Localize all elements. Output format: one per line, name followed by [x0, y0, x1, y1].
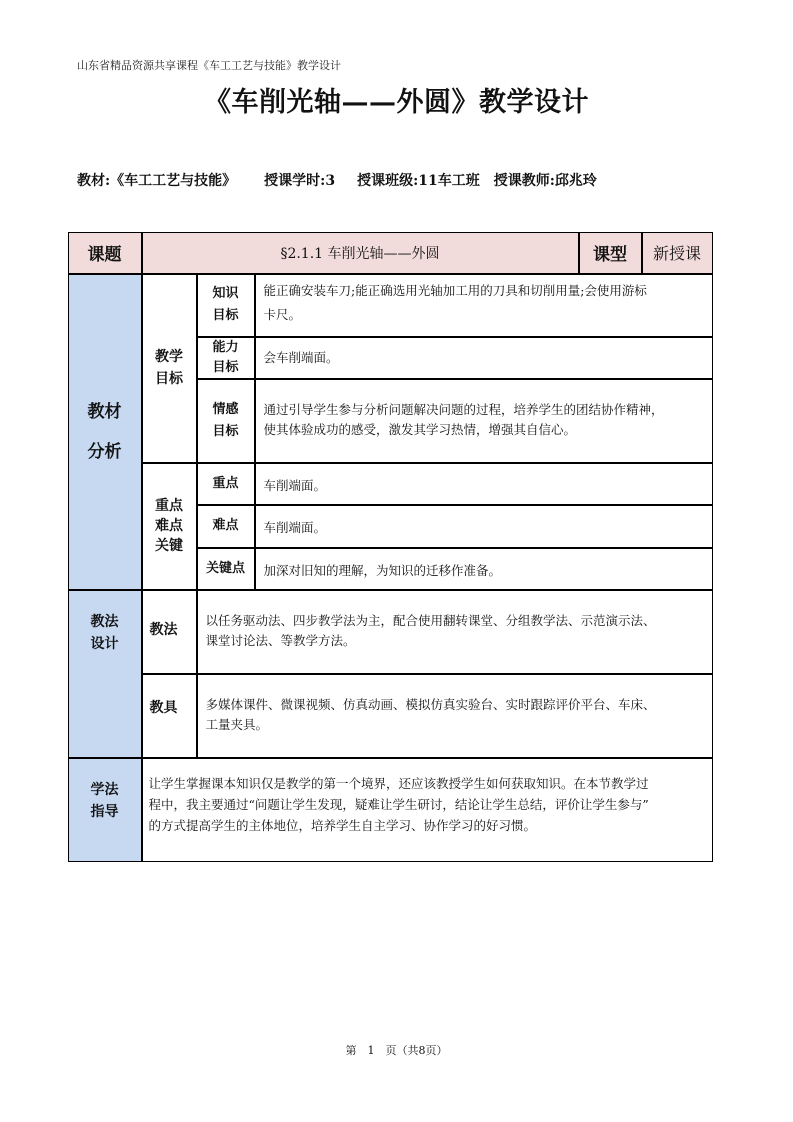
ability-goal-label-line1: 能力 — [212, 339, 239, 355]
running-header: 山东省精品资源共享课程《车工工艺与技能》教学设计 — [77, 59, 341, 72]
emotion-goal-label-line2: 目标 — [212, 423, 239, 439]
study-guidance-text-line2: 程中，我主要通过“问题让学生发现，疑难让学生研讨，结论让学生总结，评价让学生参与” — [148, 796, 649, 812]
topic-value: §2.1.1 车削光轴——外圆 — [142, 232, 579, 274]
knowledge-goal-label-line2: 目标 — [212, 308, 239, 323]
key-points-group-label-line3: 关键 — [155, 538, 183, 554]
meta-class: 授课班级:11车工班 — [357, 173, 480, 189]
teaching-tools-label: 教具 — [142, 674, 197, 758]
method-design-label-line1: 教法 — [90, 613, 119, 630]
teaching-goals-label — [142, 274, 197, 463]
lesson-plan-table — [68, 232, 713, 862]
ability-goal-text: 会车削端面。 — [255, 337, 713, 379]
meta-teacher: 授课教师:邱兆玲 — [493, 173, 597, 189]
course-meta — [77, 170, 597, 190]
teaching-method-text — [197, 590, 713, 674]
focus-text: 车削端面。 — [255, 463, 713, 505]
topic-label: 课题 — [68, 232, 142, 274]
method-design-label-line2: 设计 — [90, 635, 119, 652]
knowledge-goal-label-line1: 知识 — [212, 286, 239, 301]
knowledge-goal-text-line2: 卡尺。 — [263, 306, 302, 322]
key-points-group-label-line1: 重点 — [155, 498, 183, 514]
lesson-type-label: 课型 — [579, 232, 642, 274]
ability-goal-label-line2: 目标 — [212, 359, 239, 375]
teaching-tools-text-line1: 多媒体课件、微课视频、仿真动画、模拟仿真实验台、实时跟踪评价平台、车床、 — [205, 696, 656, 712]
knowledge-goal-text-line1: 能正确安装车刀;能正确选用光轴加工用的刀具和切削用量;会使用游标 — [263, 282, 647, 298]
material-analysis-label-line1: 教材 — [87, 401, 122, 422]
page-title: 《车削光轴——外圆》教学设计 — [204, 87, 589, 118]
teaching-method-text-line1: 以任务驱动法、四步教学法为主，配合使用翻转课堂、分组教学法、示范演示法、 — [205, 612, 656, 628]
study-guidance-label-line2: 指导 — [90, 803, 119, 820]
difficulty-text: 车削端面。 — [255, 505, 713, 548]
study-guidance-text-line1: 让学生掌握课本知识仅是教学的第一个境界，还应该教授学生如何获取知识。在本节教学过 — [148, 775, 649, 791]
meta-textbook: 教材:《车工工艺与技能》 — [77, 173, 237, 189]
study-guidance-label — [68, 758, 142, 862]
study-guidance-text-line3: 的方式提高学生的主体地位，培养学生自主学习、协作学习的好习惯。 — [148, 817, 537, 833]
teaching-method-text-line2: 课堂讨论法、等教学方法。 — [205, 632, 356, 648]
teaching-tools-text-line2: 工量夹具。 — [205, 716, 269, 732]
focus-label: 重点 — [197, 463, 255, 505]
difficulty-label: 难点 — [197, 505, 255, 548]
emotion-goal-text-line1: 通过引导学生参与分析问题解决问题的过程，培养学生的团结协作精神， — [263, 401, 664, 417]
lesson-type-value: 新授课 — [642, 232, 713, 274]
emotion-goal-text-line2: 使其体验成功的感受，激发其学习热情，增强其自信心。 — [263, 421, 577, 437]
knowledge-goal-label — [197, 274, 255, 337]
key-point-text: 加深对旧知的理解，为知识的迁移作准备。 — [255, 548, 713, 590]
ability-goal-label — [197, 337, 255, 379]
knowledge-goal-text — [255, 274, 713, 337]
meta-hours: 授课学时:3 — [264, 173, 336, 189]
material-analysis-label-line2: 分析 — [87, 441, 122, 462]
teaching-tools-text — [197, 674, 713, 758]
study-guidance-label-line1: 学法 — [90, 781, 119, 798]
emotion-goal-label-line1: 情感 — [212, 401, 239, 417]
key-points-group-label — [142, 463, 197, 590]
key-point-label: 关键点 — [197, 548, 255, 590]
material-analysis-label — [68, 274, 142, 590]
page-footer: 第 1 页（共8页） — [345, 1044, 448, 1057]
teaching-goals-label-line2: 目标 — [155, 371, 183, 387]
study-guidance-text — [142, 758, 713, 862]
emotion-goal-text — [255, 379, 713, 463]
emotion-goal-label — [197, 379, 255, 463]
teaching-method-label: 教法 — [142, 590, 197, 674]
teaching-goals-label-line1: 教学 — [155, 349, 183, 365]
method-design-label — [68, 590, 142, 758]
key-points-group-label-line2: 难点 — [155, 518, 183, 534]
